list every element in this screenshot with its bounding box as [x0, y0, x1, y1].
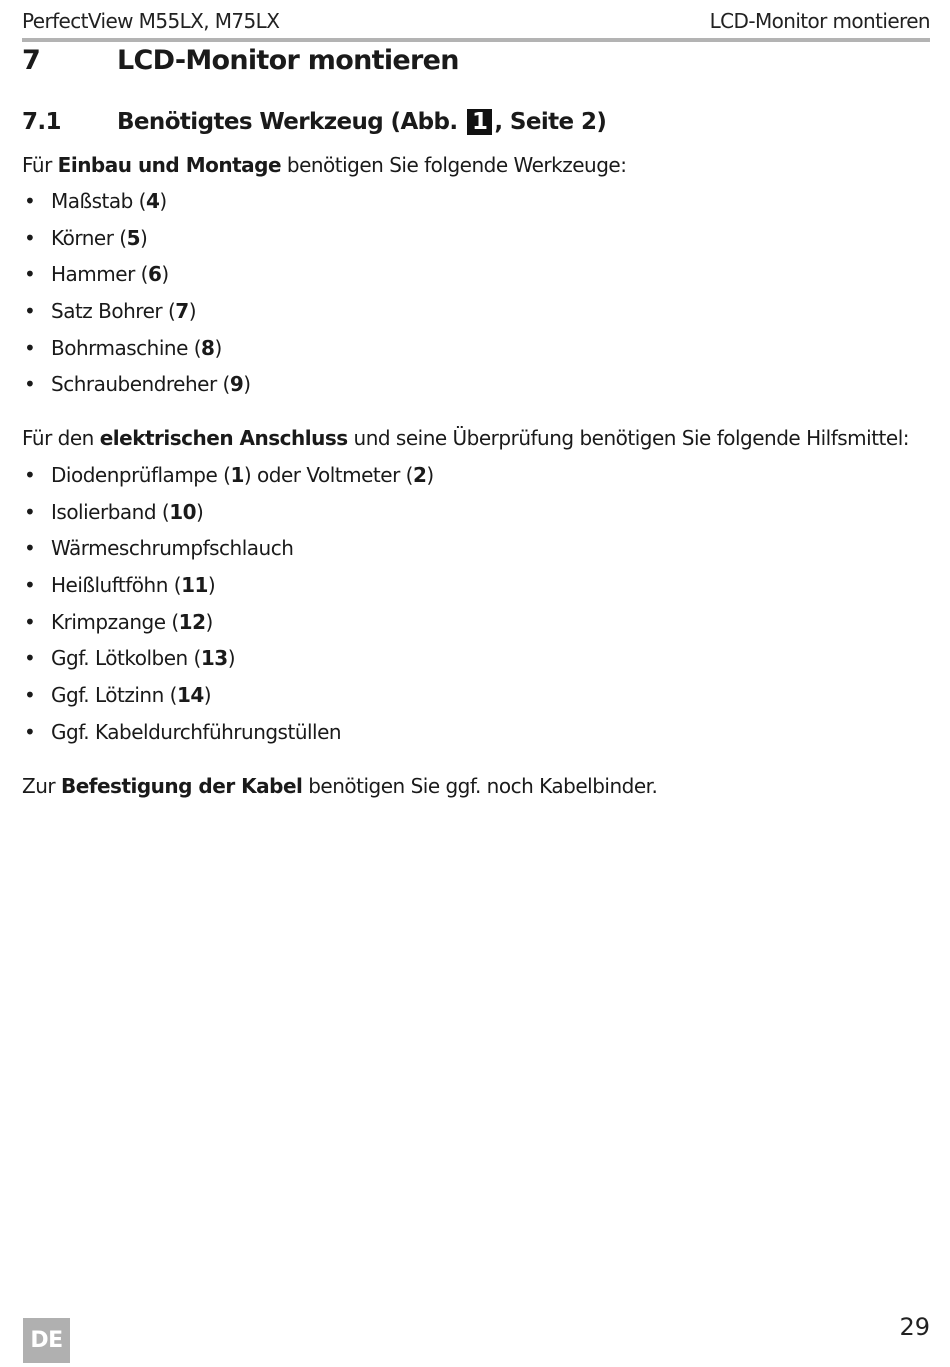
item-paren: ) [161, 262, 169, 287]
para-text: Für den [22, 426, 100, 450]
chapter-title: LCD-Monitor montieren [117, 45, 459, 76]
item-paren: ) [205, 609, 213, 634]
bullet-icon: • [24, 299, 36, 324]
item-number: 4 [145, 189, 160, 213]
section-number: 7.1 [22, 109, 61, 135]
bullet-icon: • [24, 609, 36, 634]
item-text: Ggf. Kabeldurchführungstüllen [51, 719, 342, 744]
section-title [117, 106, 606, 138]
item-text: Maßstab ( [51, 189, 146, 213]
list-item [22, 571, 434, 608]
tools-list [22, 187, 251, 407]
language-badge: DE [23, 1318, 70, 1363]
bullet-icon: • [24, 499, 36, 524]
item-text: Ggf. Lötkolben ( [51, 646, 201, 671]
bullet-icon: • [24, 646, 36, 671]
item-number: 6 [147, 262, 162, 287]
item-text: Bohrmaschine ( [51, 335, 202, 360]
bullet-icon: • [24, 262, 36, 287]
para-bold-text: Befestigung der Kabel [60, 774, 303, 798]
item-number: 5 [126, 225, 141, 250]
item-paren: ) [214, 335, 222, 360]
item-paren: ) [196, 499, 204, 524]
item-paren: ) [203, 683, 212, 708]
intro-paragraph-tools [22, 151, 626, 179]
item-text: Diodenprüflampe ( [51, 463, 231, 487]
bullet-icon: • [24, 463, 36, 487]
list-item [22, 644, 434, 681]
list-item [22, 187, 251, 224]
para-text: benötigen Sie folgende Werkzeuge: [281, 153, 627, 177]
item-number: 2 [412, 463, 427, 487]
list-item [22, 461, 434, 498]
header-product-name: PerfectView M55LX, M75LX [22, 9, 280, 33]
item-text: Heißluftföhn ( [51, 573, 182, 598]
bullet-icon: • [24, 719, 36, 744]
item-number: 7 [175, 299, 189, 324]
list-item [22, 297, 251, 334]
list-item [22, 334, 251, 371]
bullet-icon: • [24, 683, 36, 708]
para-bold-text: elektrischen Anschluss [99, 426, 348, 450]
item-number: 8 [201, 335, 215, 360]
para-text: benötigen Sie ggf. noch Kabelbinder. [302, 774, 658, 798]
item-paren: ) [188, 299, 196, 324]
item-number: 14 [176, 683, 204, 708]
item-text: Ggf. Lötzinn ( [51, 683, 177, 708]
para-text: Zur [22, 774, 61, 798]
item-text: ) oder Voltmeter ( [243, 463, 413, 487]
section-title-text: Benötigtes Werkzeug (Abb. [117, 109, 458, 135]
running-header [22, 6, 930, 36]
item-number: 13 [200, 646, 228, 671]
item-paren: ) [227, 646, 236, 671]
aids-list [22, 461, 434, 755]
header-chapter-name: LCD-Monitor montieren [709, 9, 930, 33]
list-item [22, 718, 434, 755]
item-text: Krimpzange ( [51, 609, 179, 634]
cable-fixing-paragraph [22, 772, 657, 800]
item-number: 9 [229, 372, 244, 397]
item-text: Hammer ( [51, 262, 148, 287]
item-number: 10 [169, 499, 197, 524]
item-paren: ) [159, 189, 167, 213]
item-text: Wärmeschrumpfschlauch [51, 536, 294, 561]
intro-paragraph-electrical [22, 424, 909, 452]
page-number: 29 [899, 1313, 930, 1341]
para-bold-text: Einbau und Montage [57, 153, 282, 177]
bullet-icon: • [24, 536, 36, 561]
bullet-icon: • [24, 372, 36, 397]
list-item [22, 498, 434, 535]
item-number: 1 [230, 463, 244, 487]
item-number: 11 [181, 573, 208, 598]
item-number: 12 [178, 609, 206, 634]
list-item [22, 681, 434, 718]
item-paren: ) [140, 225, 148, 250]
list-item [22, 224, 251, 261]
para-text: und seine Überprüfung benötigen Sie folgende Hilfsmittel: [347, 426, 909, 450]
para-text: Für [22, 153, 58, 177]
item-text: Satz Bohrer ( [51, 299, 176, 324]
bullet-icon: • [24, 189, 36, 213]
item-text: Isolierband ( [51, 499, 170, 524]
chapter-number: 7 [22, 45, 41, 76]
list-item [22, 260, 251, 297]
figure-reference-badge: 1 [467, 109, 492, 135]
section-title-suffix: , Seite 2) [494, 109, 607, 135]
bullet-icon: • [24, 573, 36, 598]
list-item [22, 534, 434, 571]
list-item [22, 608, 434, 645]
header-divider [22, 38, 930, 42]
item-paren: ) [243, 372, 251, 397]
item-paren: ) [426, 463, 434, 487]
item-paren: ) [207, 573, 216, 598]
bullet-icon: • [24, 335, 36, 360]
list-item [22, 370, 251, 407]
item-text: Schraubendreher ( [51, 372, 230, 397]
item-text: Körner ( [51, 225, 127, 250]
bullet-icon: • [24, 225, 36, 250]
